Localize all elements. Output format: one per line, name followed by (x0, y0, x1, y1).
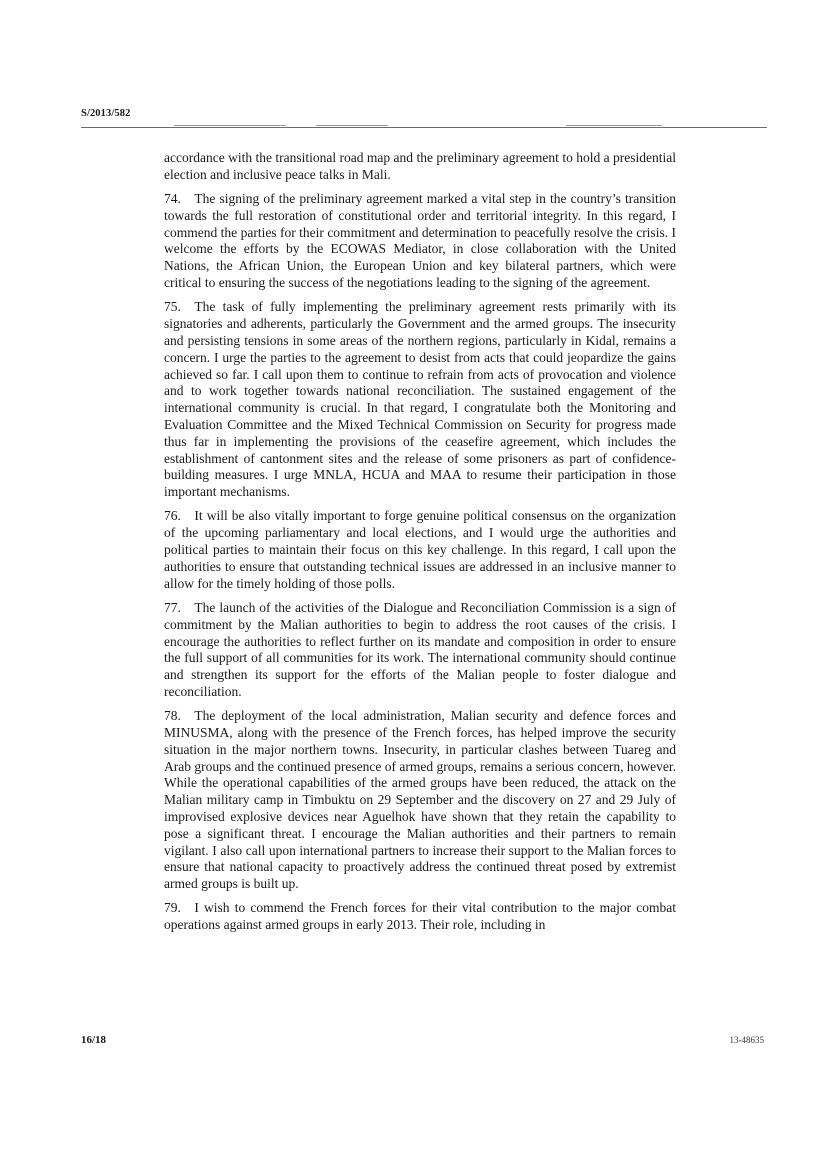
paragraph-77: 77. The launch of the activities of the Dialogue and Reconciliation Commission is a sign of commitment by the Malian authorities to begin to address the root causes of the crisis. I encourage the authorities to reflect further on its mandate and composition in order to ensure the full support of all communities for its work. The international community should continue and strengthen its support for the efforts of the Malian people to foster dialogue and reconciliation. (164, 599, 676, 699)
paragraph-continuation: accordance with the transitional road map and the preliminary agreement to hold a presidential election and inclusive peace talks in Mali. (164, 150, 676, 182)
page-number: 16/18 (81, 1034, 107, 1046)
header-rule-accent-left (174, 125, 286, 126)
header-rule (81, 127, 767, 128)
paragraph-79: 79. I wish to commend the French forces for their vital contribution to the major combat operations against armed groups in early 2013. Their role, including in (164, 900, 676, 933)
paragraph-75: 75. The task of fully implementing the preliminary agreement rests primarily with its signatories and adherents, particularly the Government and the armed groups. The insecurity and persisting tensions in some areas of the northern regions, particularly in Kidal, remains a concern. I urge the parties to the agreement to desist from acts that could jeopardize the gains achieved so far. I call upon them to continue to refrain from acts of provocation and violence and to work together towards national reconciliation. The sustained engagement of the international community is crucial. In that regard, I congratulate both the Monitoring and Evaluation Committee and the Mixed Technical Commission on Security for progress made thus far in implementing the provisions of the ceasefire agreement, which includes the establishment of cantonment sites and the release of some prisoners as part of confidence-building measures. I urge MNLA, HCUA and MAA to resume their participation in those important mechanisms. (164, 299, 676, 500)
header-rule-accent-mid (316, 125, 388, 126)
document-body (164, 150, 676, 942)
paragraph-78: 78. The deployment of the local administration, Malian security and defence forces and MINUSMA, along with the presence of the French forces, has helped improve the security situation in the major northern towns. Insecurity, in particular clashes between Tuareg and Arab groups and the continued presence of armed groups, remains a serious concern, however. While the operational capabilities of the armed groups have been reduced, the attack on the Malian military camp in Timbuktu on 29 September and the discovery on 27 and 29 July of improvised explosive devices near Aguelhok have shown that they retain the capability to pose a significant threat. I encourage the Malian authorities and their partners to remain vigilant. I also call upon international partners to increase their support to the Malian forces to ensure that national capacity to proactively address the continued threat posed by extremist armed groups is built up. (164, 708, 676, 892)
header-rule-accent-right (566, 125, 662, 126)
document-code: 13-48635 (729, 1035, 764, 1045)
document-symbol: S/2013/582 (81, 108, 131, 119)
paragraph-74: 74. The signing of the preliminary agreement marked a vital step in the country’s transition towards the full restoration of constitutional order and territorial integrity. In this regard, I commend the parties for their commitment and determination to peacefully resolve the crisis. I welcome the efforts by the ECOWAS Mediator, in close collaboration with the United Nations, the African Union, the European Union and key bilateral partners, which were critical to ensuring the success of the negotiations leading to the signing of the agreement. (164, 191, 676, 291)
paragraph-76: 76. It will be also vitally important to forge genuine political consensus on the organization of the upcoming parliamentary and local elections, and I would urge the authorities and political parties to maintain their focus on this key challenge. In this regard, I call upon the authorities to ensure that outstanding technical issues are addressed in an inclusive manner to allow for the timely holding of those polls. (164, 508, 676, 591)
